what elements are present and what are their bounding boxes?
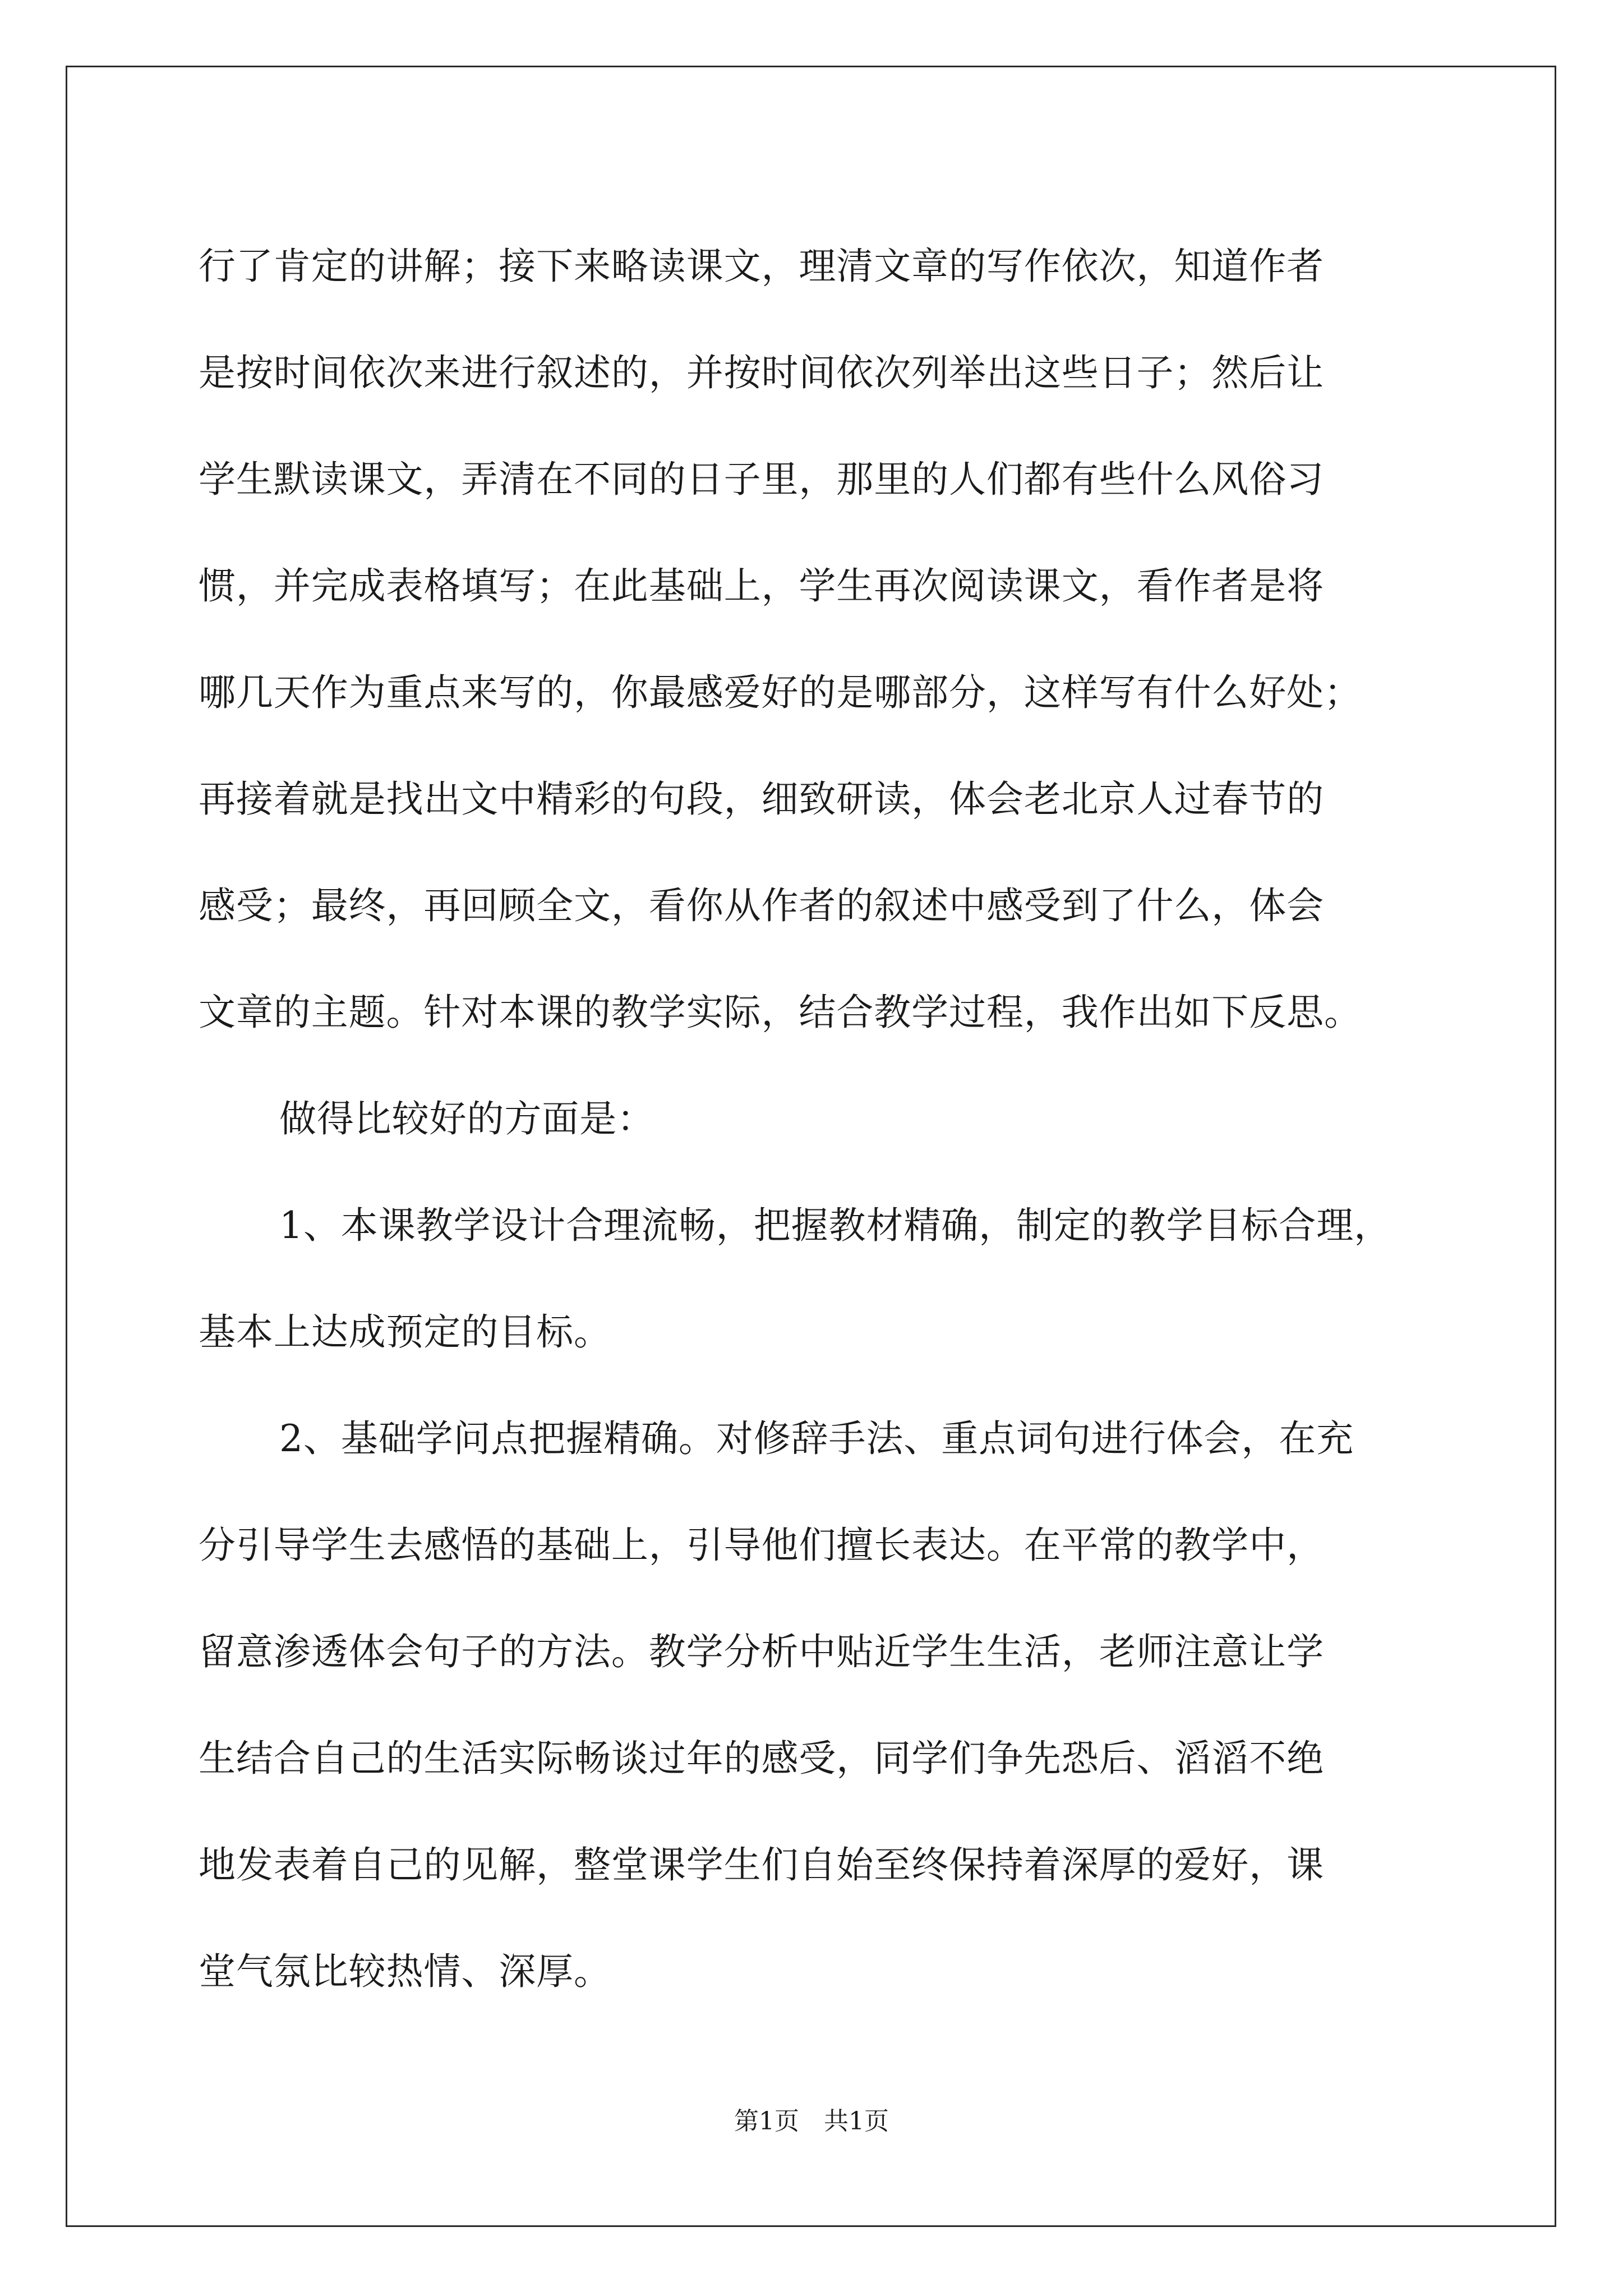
text-line-14: 留意渗透体会句子的方法。教学分析中贴近学生生活，老师注意让学 [199,1630,1324,1673]
text-line-11: 基本上达成预定的目标。 [199,1310,611,1354]
text-line-12: 2、基础学问点把握精确。对修辞手法、重点词句进行体会，在充 [279,1417,1354,1460]
document-body [199,213,1432,2025]
text-line-5: 哪几天作为重点来写的，你最感爱好的是哪部分，这样写有什么好处； [199,671,1362,714]
page-number-footer: 第1页 共1页 [734,2107,889,2136]
text-line-17: 堂气氛比较热情、深厚。 [199,1950,611,1993]
text-line-4: 惯，并完成表格填写；在此基础上，学生再次阅读课文，看作者是将 [199,564,1324,608]
text-line-3: 学生默读课文，弄清在不同的日子里，那里的人们都有些什么风俗习 [199,458,1324,501]
text-line-16: 地发表着自己的见解，整堂课学生们自始至终保持着深厚的爱好，课 [199,1843,1324,1887]
text-line-10: 1、本课教学设计合理流畅，把握教材精确，制定的教学目标合理， [279,1204,1391,1247]
text-line-8: 文章的主题。针对本课的教学实际，结合教学过程，我作出如下反思。 [199,991,1362,1034]
text-line-9: 做得比较好的方面是： [279,1097,654,1140]
text-line-2: 是按时间依次来进行叙述的，并按时间依次列举出这些日子；然后让 [199,351,1324,394]
text-line-7: 感受；最终，再回顾全文，看你从作者的叙述中感受到了什么，体会 [199,884,1324,927]
text-line-13: 分引导学生去感悟的基础上，引导他们擅长表达。在平常的教学中， [199,1524,1324,1567]
text-line-6: 再接着就是找出文中精彩的句段，细致研读，体会老北京人过春节的 [199,777,1324,821]
text-line-15: 生结合自己的生活实际畅谈过年的感受，同学们争先恐后、滔滔不绝 [199,1737,1324,1780]
text-line-1: 行了肯定的讲解；接下来略读课文，理清文章的写作依次，知道作者 [199,245,1324,288]
